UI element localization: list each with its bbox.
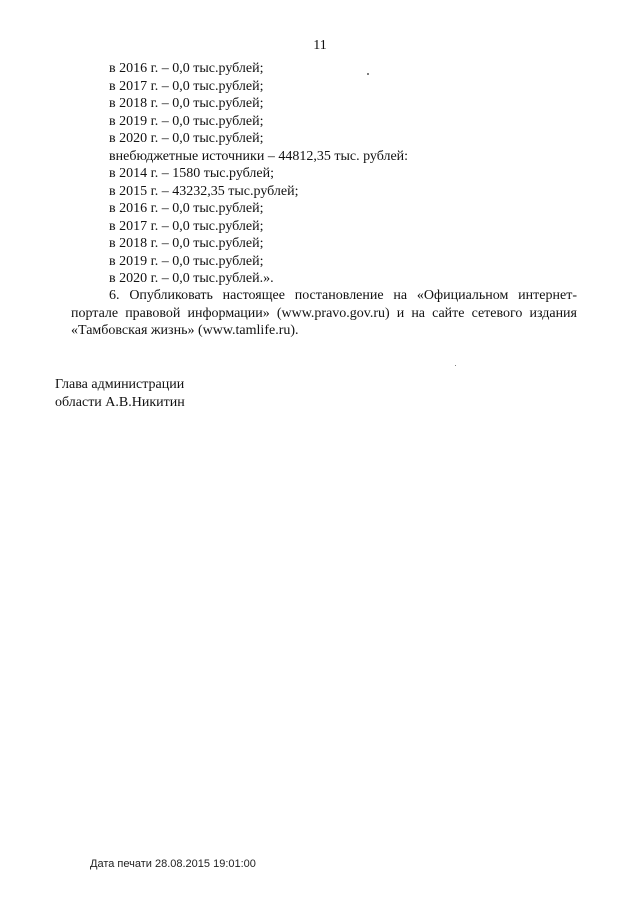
funding-line: в 2017 г. – 0,0 тыс.рублей; bbox=[109, 78, 264, 94]
print-date: Дата печати 28.08.2015 19:01:00 bbox=[90, 858, 256, 870]
funding-list bbox=[109, 60, 408, 288]
signature-block bbox=[55, 376, 185, 411]
signature-name: области А.В.Никитин bbox=[55, 394, 185, 410]
funding-line: в 2016 г. – 0,0 тыс.рублей; bbox=[109, 201, 264, 216]
funding-line: в 2020 г. – 0,0 тыс.рублей; bbox=[109, 131, 264, 146]
funding-line: в 2018 г. – 0,0 тыс.рублей; bbox=[109, 236, 264, 251]
funding-source-heading: внебюджетные источники – 44812,35 тыс. рублей: bbox=[109, 148, 409, 164]
funding-line: в 2016 г. – 0,0 тыс.рублей; bbox=[109, 61, 264, 76]
funding-line: в 2014 г. – 1580 тыс.рублей; bbox=[109, 166, 274, 181]
page-number: 11 bbox=[313, 38, 327, 53]
funding-line: в 2019 г. – 0,0 тыс.рублей; bbox=[109, 253, 264, 269]
funding-line: в 2019 г. – 0,0 тыс.рублей; bbox=[109, 113, 264, 129]
signature-title: Глава администрации bbox=[55, 377, 185, 392]
funding-line: в 2017 г. – 0,0 тыс.рублей; bbox=[109, 218, 264, 234]
scan-speck bbox=[367, 73, 369, 75]
funding-line: в 2018 г. – 0,0 тыс.рублей; bbox=[109, 96, 264, 111]
funding-line: в 2015 г. – 43232,35 тыс.рублей; bbox=[109, 183, 299, 199]
publication-paragraph: 6. Опубликовать настоящее постановление на «Официальном интернет-портале правовой информации» (www.pravo.gov.ru) и на сайте сетевого издания «Тамбовская жизнь» (www.tamlife.ru). bbox=[71, 288, 577, 338]
funding-line: в 2020 г. – 0,0 тыс.рублей.». bbox=[109, 271, 274, 286]
scan-speck bbox=[455, 365, 456, 366]
